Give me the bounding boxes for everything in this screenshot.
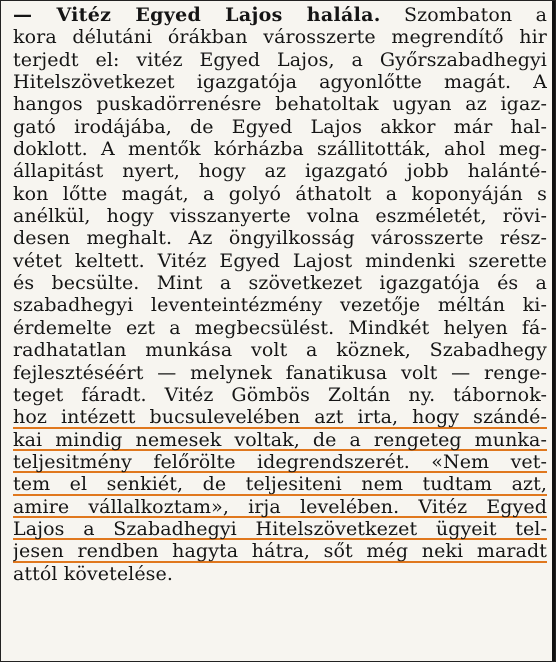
article-line-20: teljesitmény felőrölte idegrendszerét. «Nem vet-	[13, 450, 547, 473]
column-rule	[552, 1, 555, 661]
article-line-9: anélkül, hogy visszanyerte volna eszméletét, rövi-	[13, 205, 547, 228]
article-line-12: és becsülte. Mint a szövetkezet igazgatója és a	[13, 272, 547, 295]
article-line-24: jesen rendben hagyta hátra, sőt még neki maradt	[13, 540, 547, 563]
article-line-5: gató irodájába, de Egyed Lajos akkor már hal-	[13, 115, 547, 138]
article-line-16: fejlesztéséért — melynek fanatikusa volt — renge-	[13, 361, 547, 384]
article-line-0	[13, 4, 547, 26]
article-line-8: kon lőtte magát, a golyó áthatolt a koponyáján s	[13, 182, 547, 205]
article-line-14: érdemelte ezt a megbecsülést. Mindkét helyen fá-	[13, 316, 547, 339]
article-line-21: tem el senkiét, de teljesiteni nem tudtam azt,	[13, 473, 547, 496]
article-line-18: hoz intézett bucsulevelében azt irta, hogy szándé-	[13, 406, 547, 429]
article-line-22: amire vállalkoztam», irja levelében. Vitéz Egyed	[13, 495, 547, 518]
headline-line-rest: Szombaton a	[404, 4, 547, 26]
article-line-2: terjedt el: vitéz Egyed Lajos, a Győrszabadhegyi	[13, 48, 547, 71]
article-line-19: kai mindig nemesek voltak, de a rengeteg munka-	[13, 428, 547, 451]
article-line-3: Hitelszövetkezet igazgatója agyonlőtte magát. A	[13, 71, 547, 94]
article-line-10: desen meghalt. Az öngyilkosság városszerte rész-	[13, 227, 547, 250]
article-line-23: Lajos a Szabadhegyi Hitelszövetkezet ügyeit tel-	[13, 517, 547, 540]
article-line-17: teget fáradt. Vitéz Gömbös Zoltán ny. tábornok-	[13, 383, 547, 406]
article-line-7: állapitást nyert, hogy az igazgató jobb halánté-	[13, 160, 547, 183]
article-line-1: kora délutáni órákban városszerte megrendítő hir	[13, 26, 547, 49]
article-line-11: vétet keltett. Vitéz Egyed Lajost mindenki szerette	[13, 249, 547, 272]
article-line-6: doklott. A mentők kórházba szállitották, ahol meg-	[13, 138, 547, 161]
article-line-4: hangos puskadörrenésre behatoltak ugyan az igaz-	[13, 93, 547, 116]
article-headline: — Vitéz Egyed Lajos halála.	[13, 4, 381, 26]
article-line-15: radhatatlan munkása volt a köznek, Szabadhegy	[13, 339, 547, 362]
article-line-13: szabadhegyi leventeintézmény vezetője méltán ki-	[13, 294, 547, 317]
article-line-25: attól követelése.	[13, 562, 174, 585]
